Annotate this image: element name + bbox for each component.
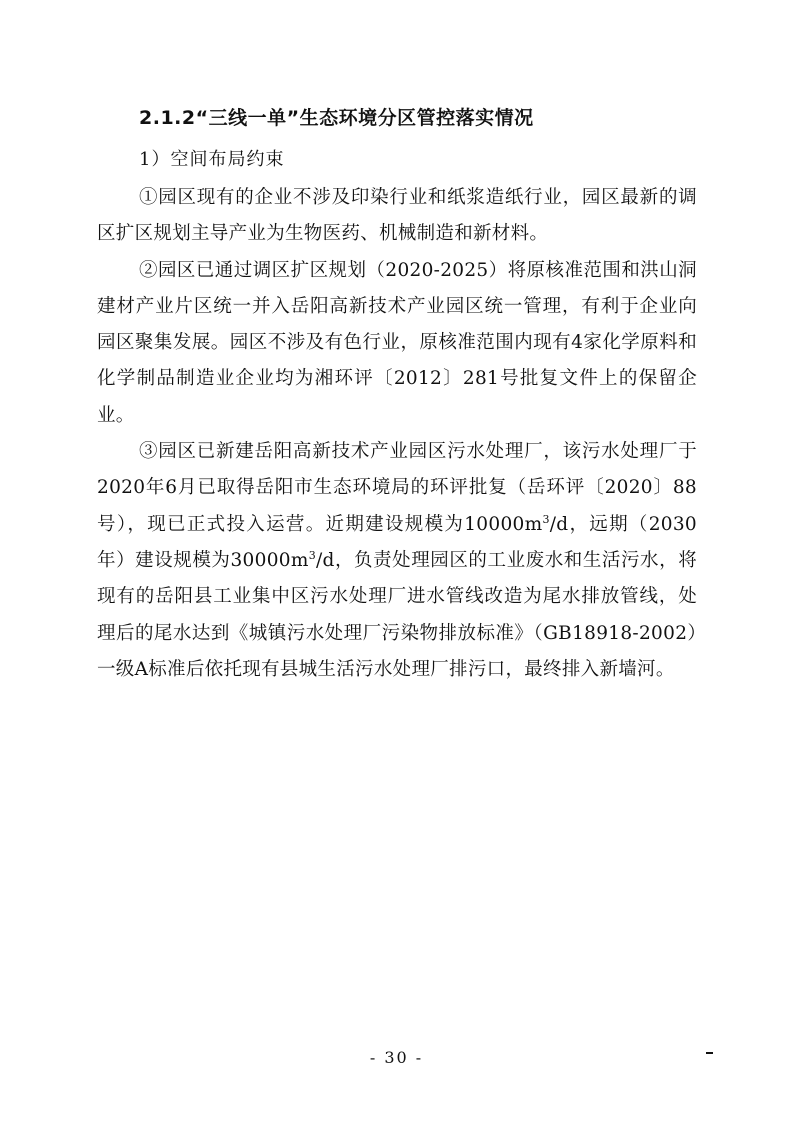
section-heading: 2.1.2“三线一单”生态环境分区管控落实情况 bbox=[139, 107, 534, 129]
superscript-3-b: 3 bbox=[308, 548, 316, 562]
paragraph-3-part-2: /d，远期（2030年）建设规模为30000m bbox=[97, 513, 697, 571]
paragraph-3-part-3: /d，负责处理园区的工业废水和生活污水，将现有的岳阳县工业集中区污水处理厂进水管线改造为尾水排放管线，处理后的尾水达到《城镇污水处理厂污染物排放标准》（GB18918-2002）一级A标准后依托现有县城生活污水处理厂排污口，最终排入新墙河。 bbox=[97, 549, 697, 680]
paragraph-1: ①园区现有的企业不涉及印染行业和纸浆造纸行业，园区最新的调区扩区规划主导产业为生物医药、机械制造和新材料。 bbox=[97, 187, 697, 245]
paragraph-3 bbox=[97, 434, 697, 688]
body-content bbox=[97, 180, 697, 688]
paragraph-2: ②园区已通过调区扩区规划（2020-2025）将原核准范围和洪山洞建材产业片区统一并入岳阳高新技术产业园区统一管理，有利于企业向园区聚集发展。园区不涉及有色行业，原核准范围内现有4家化学原料和化学制品制造业企业均为湘环评〔2012〕281号批复文件上的保留企业。 bbox=[97, 259, 697, 426]
page-number: - 30 - bbox=[369, 1048, 424, 1067]
corner-mark bbox=[706, 1052, 713, 1054]
subsection-heading: 1）空间布局约束 bbox=[139, 149, 285, 170]
paragraph-3-part-1: ③园区已新建岳阳高新技术产业园区污水处理厂，该污水处理厂于2020年6月已取得岳阳市生态环境局的环评批复（岳环评〔2020〕88号），现已正式投入运营。近期建设规模为10000m bbox=[97, 441, 697, 535]
superscript-3-a: 3 bbox=[542, 512, 550, 526]
